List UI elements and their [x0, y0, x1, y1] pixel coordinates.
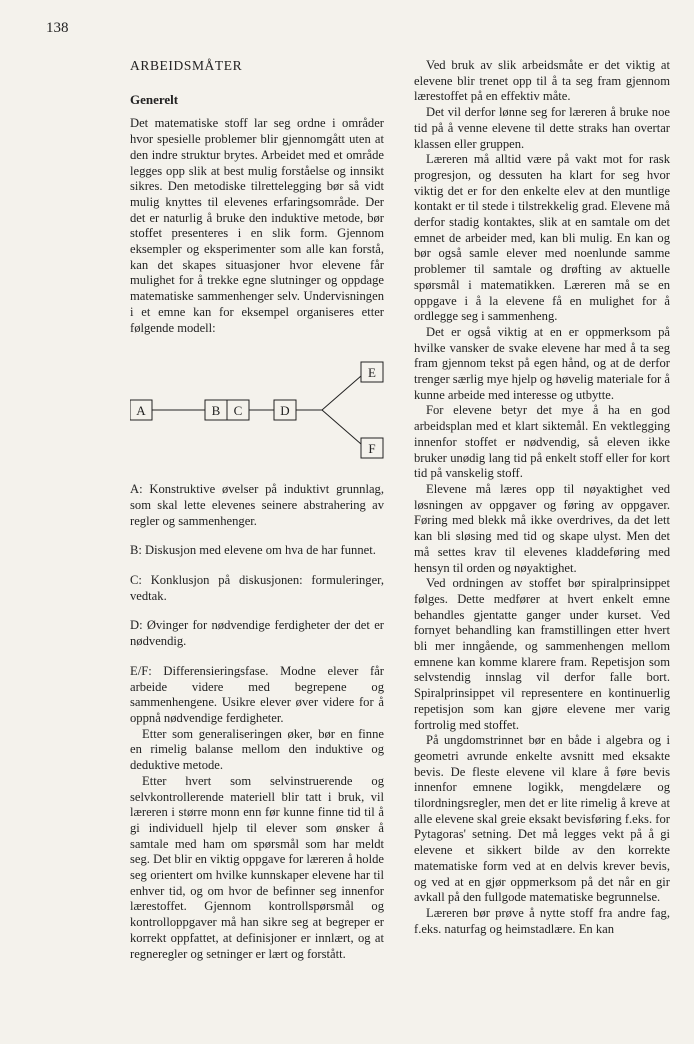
right-paragraph-6: Elevene må læres opp til nøyaktighet ved løsningen av oppgaver og føring av oppgaver. Føring med blekk må ikke overdrives, da det lett kan bli sløsing med tid og skape ulyst. Men det må settes krav til elevenes kladdeføring med hensyn til orden og nøyaktighet. [414, 481, 670, 575]
subheading: Generelt [130, 91, 179, 107]
right-paragraph-5: For elevene betyr det mye å ha en god arbeidsplan med et klart siktemål. En vektlegging innenfor stoffet er nødvendig, så eleven ikke bruker unødig lang tid på enkelt stoff eller for kort tid på vanskelig stoff. [414, 403, 670, 481]
model-diagram-svg [130, 358, 384, 462]
diagram-label-e: E [368, 365, 376, 381]
legend-item-d: D: Øvinger for nødvendige ferdigheter der det er nødvendig. [130, 618, 384, 649]
legend-item-a: A: Konstruktive øvelser på induktivt grunnlag, som skal lette elevenes seinere abstrahering av regler og sammenhenger. [130, 482, 384, 528]
diagram-label-c: C [233, 403, 243, 419]
right-paragraph-1: Ved bruk av slik arbeidsmåte er det viktig at elevene blir trenet opp til å ta seg fram gjennom lærestoffet på en effektiv måte. [414, 58, 670, 104]
diagram-line-branch-f [322, 410, 361, 444]
left-column [130, 58, 384, 962]
section-title: ARBEIDSMÅTER [130, 58, 243, 73]
legend-item-ef: E/F: Differensieringsfase. Modne elever får arbeide videre med begrepene og sammenhengene. Usikre elever øver videre for å oppnå nødvendige ferdigheter. [130, 663, 384, 725]
page-number: 138 [46, 20, 69, 36]
paragraph-materiell: Etter hvert som selvinstruerende og selvkontrollerende materiell blir tatt i bruk, vil læreren i større monn enn før kunne finne tid til å gi individuell hjelp til elever som ønsker å samtale med ham om spørsmål som har meldt seg. Det blir en viktig oppgave for læreren å holde seg orientert om hvilke kunnskaper elevene har til enhver tid, og om hvor de befinner seg innenfor lærestoffet. Gjennom kontrollspørsmål og kontrolloppgaver må han sikre seg at begreper er korrekt oppfattet, at definisjoner er innlært, og at regneregler og setninger er lært og forstått. [130, 773, 384, 961]
legend-item-c: C: Konklusjon på diskusjonen: formuleringer, vedtak. [130, 573, 384, 603]
diagram-line-branch-e [322, 376, 361, 410]
right-column [414, 58, 670, 937]
legend-item-b: B: Diskusjon med elevene om hva de har funnet. [130, 543, 376, 558]
right-paragraph-7: Ved ordningen av stoffet bør spiralprinsippet følges. Dette medfører at hvert enkelt emne behandles gjentatte ganger under kurset. Ved fornyet behandling kan framstillingen etter hvert bli mer inngående, og sammenhengen mellom emnene kan komme klarere fram. Repetisjon som selvstendig innslag vil derfor falle bort. Spiralprinsippet vil representere en kontinuerlig repetisjon som kan gjøre elevene mer varig fortrolig med stoffet. [414, 576, 670, 732]
diagram-label-d: D [280, 403, 290, 419]
right-paragraph-2: Det vil derfor lønne seg for læreren å bruke noe tid på å venne elevene til dette straks han overtar klassen eller gruppen. [414, 105, 670, 151]
diagram-legend [130, 482, 384, 726]
diagram-label-f: F [368, 441, 376, 457]
paragraph-generalisering: Etter som generaliseringen øker, bør en finne en rimelig balanse mellom den induktive og deduktive metode. [130, 726, 384, 773]
model-diagram [130, 358, 384, 462]
diagram-label-b: B [211, 403, 221, 419]
right-paragraph-4: Det er også viktig at en er oppmerksom på hvilke vansker de svake elevene har med å ta seg fram gjennom tekst på egen hånd, og at de derfor trenger særlig mye hjelp og høvelig materiale for å kunne arbeide med interesse og utbytte. [414, 324, 670, 402]
right-paragraph-8: På ungdomstrinnet bør en både i algebra og i geometri avrunde enkelte avsnitt med eksakte bevis. De fleste elevene vil klare å føre bevis innenfor emnene logikk, mengdelære og tilordningsregler, men det er lite rimelig å kreve at alle elevene skal greie eksakt bevisføring f.eks. for Pytagoras' setning. Det må legges vekt på å gi elevene et sikkert bilde av den korrekte matematiske form ved at en delvis krever bevis, og ved at en gjør oppmerksom på det når en gir avkall på den fullgode matematiske begrunnelse. [414, 733, 670, 905]
right-paragraph-3: Læreren må alltid være på vakt mot for rask progresjon, og dessuten ha klart for seg hvor viktig det er for den enkelte elev at den muntlige kontakt er til stede i tilstrekkelig grad. Elevene må derfor stadig kontaktes, slik at en samtale om det emnet de arbeider med, kan bli mulig. En kan og bør også samle elever med noenlunde samme problemer til samtale og drøfting av aktuelle spørsmål i matematikken. Læreren må se en oppgave i å la elevene få en mulighet for å ordlegge seg i sammenheng. [414, 152, 670, 324]
right-paragraph-9: Læreren bør prøve å nytte stoff fra andre fag, f.eks. naturfag og heimstadlære. En kan [414, 905, 670, 936]
intro-paragraph: Det matematiske stoff lar seg ordne i områder hvor spesielle problemer blir gjennomgått uten at den indre struktur brytes. Arbeidet med et område legges opp slik at best mulig forståelse og innsikt sikres. Den metodiske tilrettelegging bør så vidt mulig knyttes til elevenes erfaringsområde. Der det er naturlig å bruke den induktive metode, bør stoffet presenteres i en slik form. Gjennom eksempler og eksperimenter som alle kan forstå, kan det skapes situasjoner hvor elevene får mulighet for å trekke egne slutninger og oppdage matematiske sammenhenger selv. Undervisningen i et emne kan for eksempel organiseres etter følgende modell: [130, 116, 384, 335]
diagram-label-a: A [136, 403, 146, 419]
